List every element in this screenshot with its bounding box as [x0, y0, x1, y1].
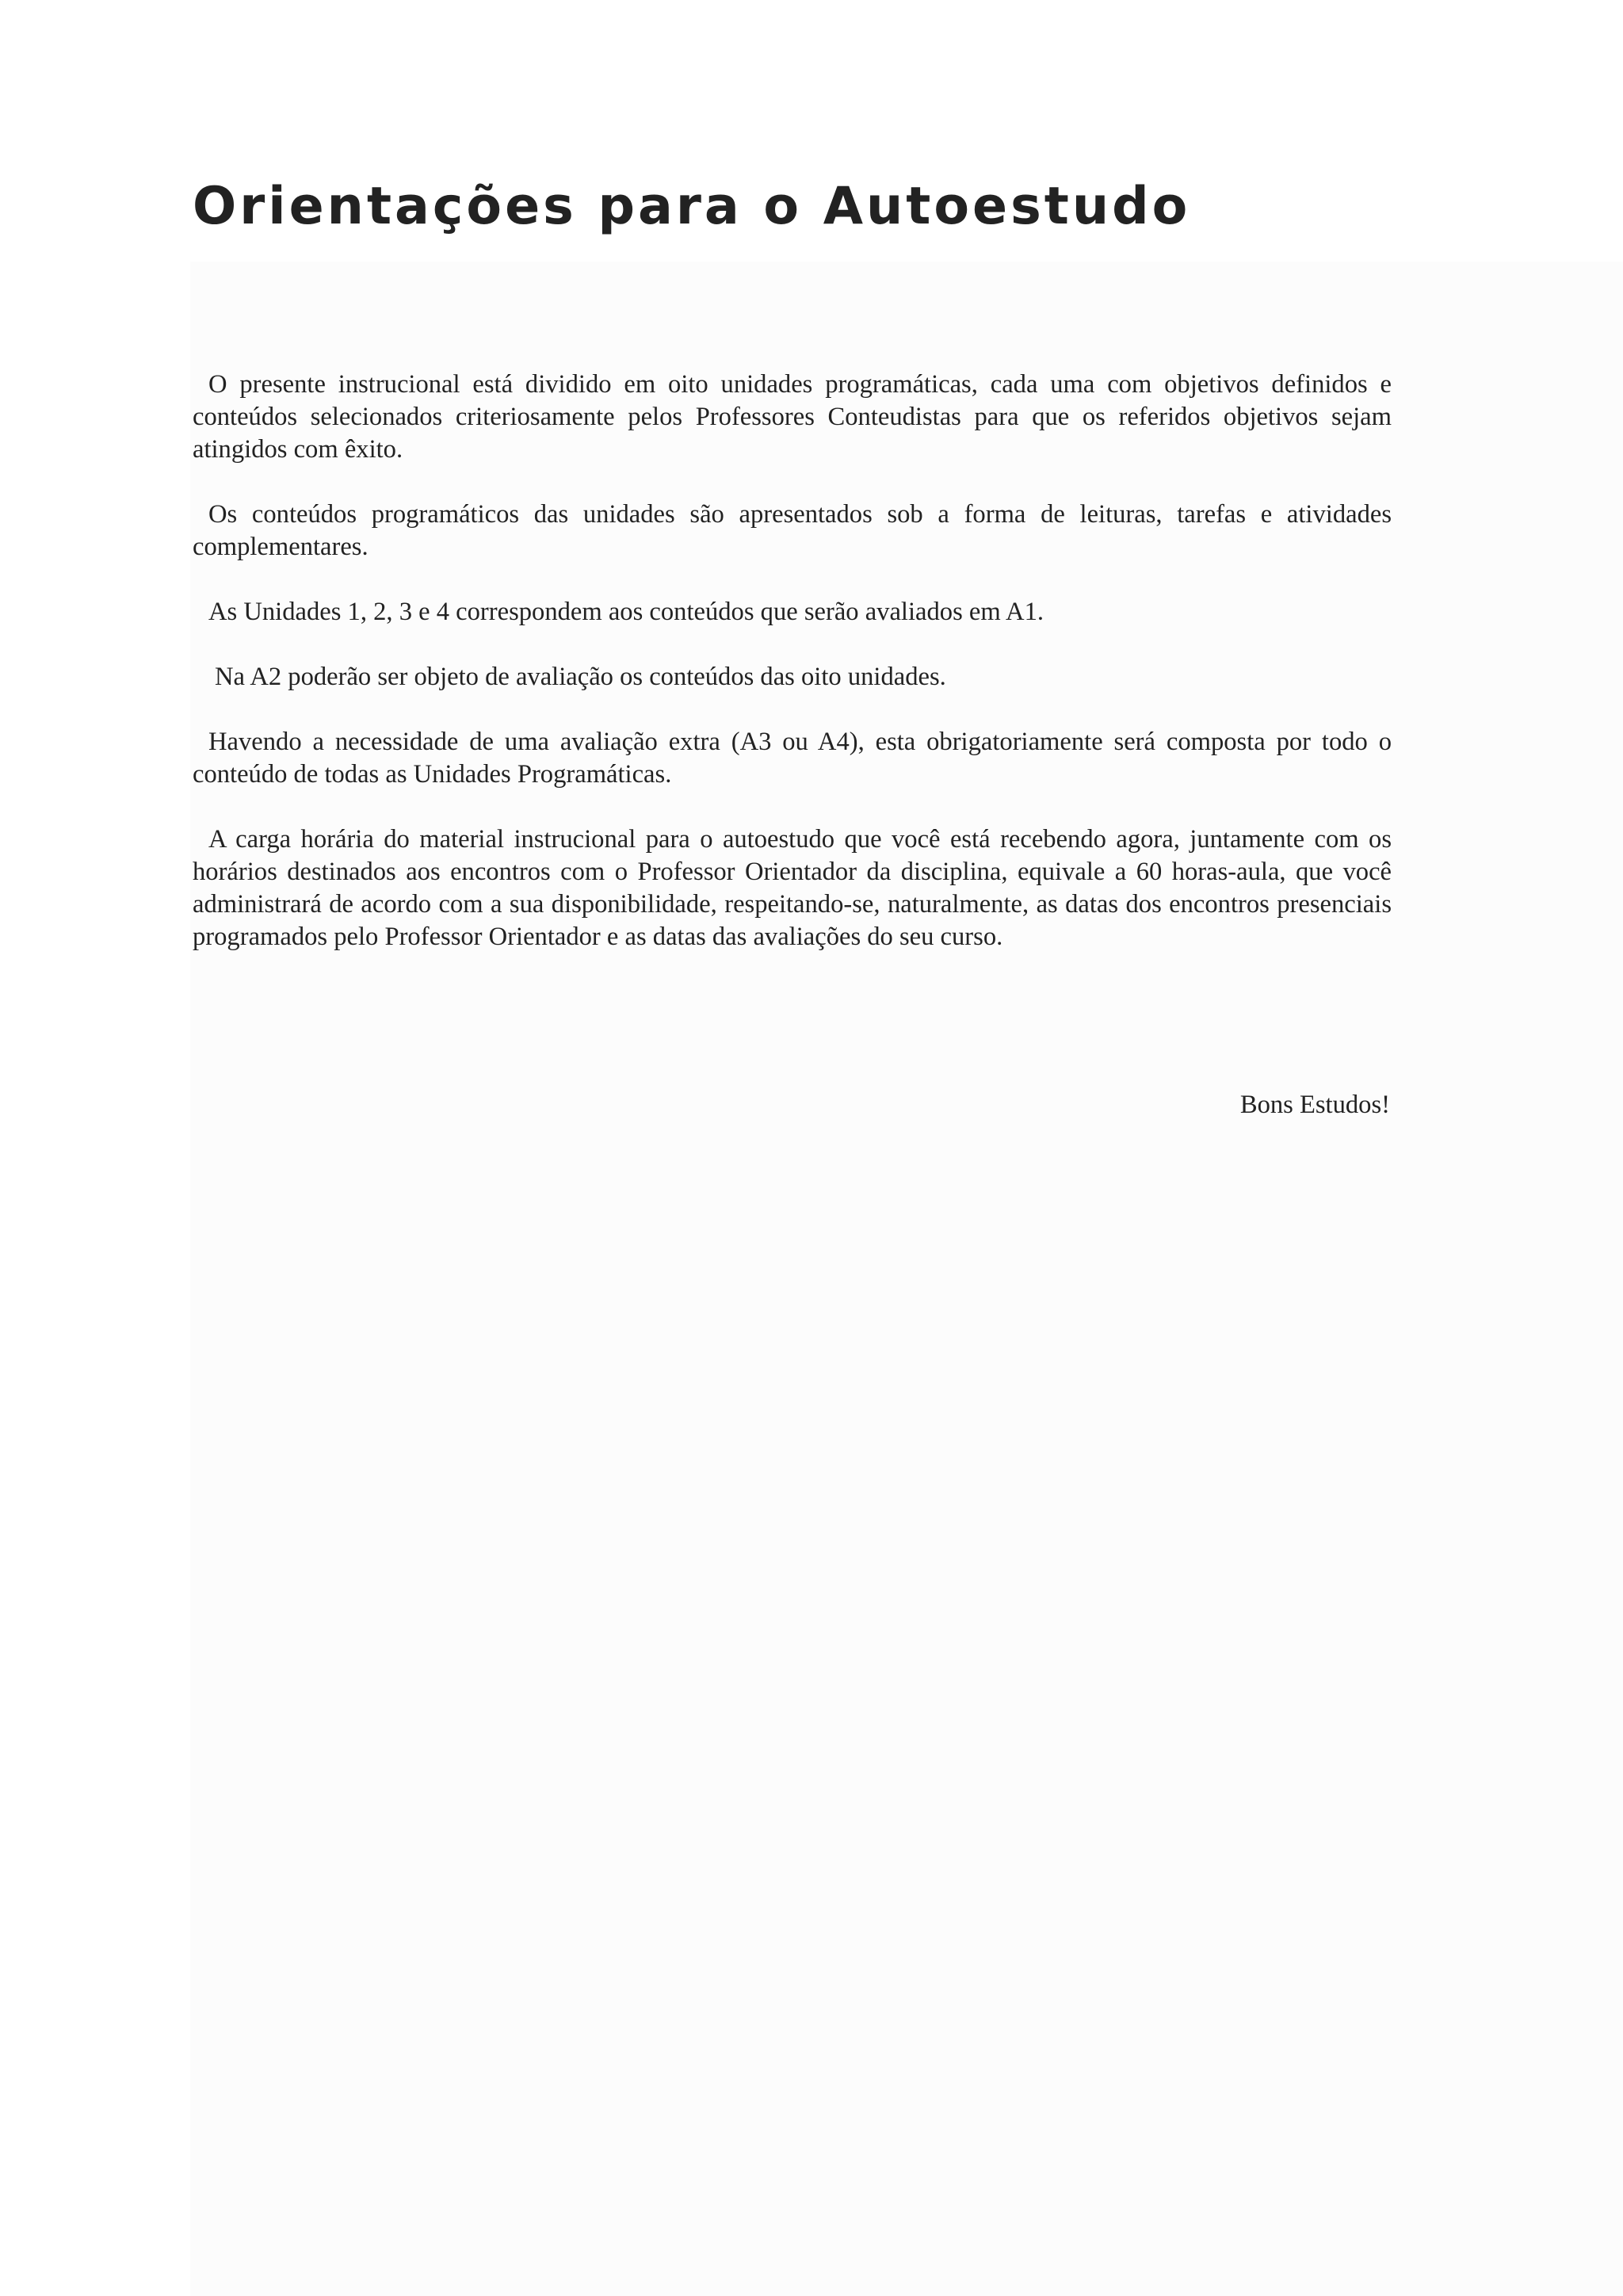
paragraph-workload: A carga horária do material instrucional para o autoestudo que você está recebendo agora, juntamente com os horários destinados aos encontros com o Professor Orientador da disciplina, equivale a 60 horas-aula, que você administrará de acordo com a sua disponibilidade, respeitando-se, naturalmente, as datas dos encontros presenciais programados pelo Professor Orientador e as datas das avaliações do seu curso.: [193, 825, 1392, 951]
paragraph-a2-units: Na A2 poderão ser objeto de avaliação os conteúdos das oito unidades.: [215, 663, 946, 691]
paragraph-a1-units: As Unidades 1, 2, 3 e 4 correspondem aos conteúdos que serão avaliados em A1.: [208, 598, 1044, 626]
paragraph-contents: Os conteúdos programáticos das unidades são apresentados sob a forma de leituras, tarefas e atividades complementares.: [193, 500, 1392, 561]
paragraph-structure: O presente instrucional está dividido em oito unidades programáticas, cada uma com objetivos definidos e conteúdos selecionados criteriosamente pelos Professores Conteudistas para que os referidos objetivos sejam atingidos com êxito.: [193, 370, 1392, 464]
document-body: [193, 369, 1392, 986]
closing-greeting: Bons Estudos!: [1239, 1091, 1390, 1119]
page-title: Orientações para o Autoestudo: [193, 177, 1191, 236]
paragraph-extra-evaluation: Havendo a necessidade de uma avaliação extra (A3 ou A4), esta obrigatoriamente será composta por todo o conteúdo de todas as Unidades Programáticas.: [193, 728, 1392, 789]
